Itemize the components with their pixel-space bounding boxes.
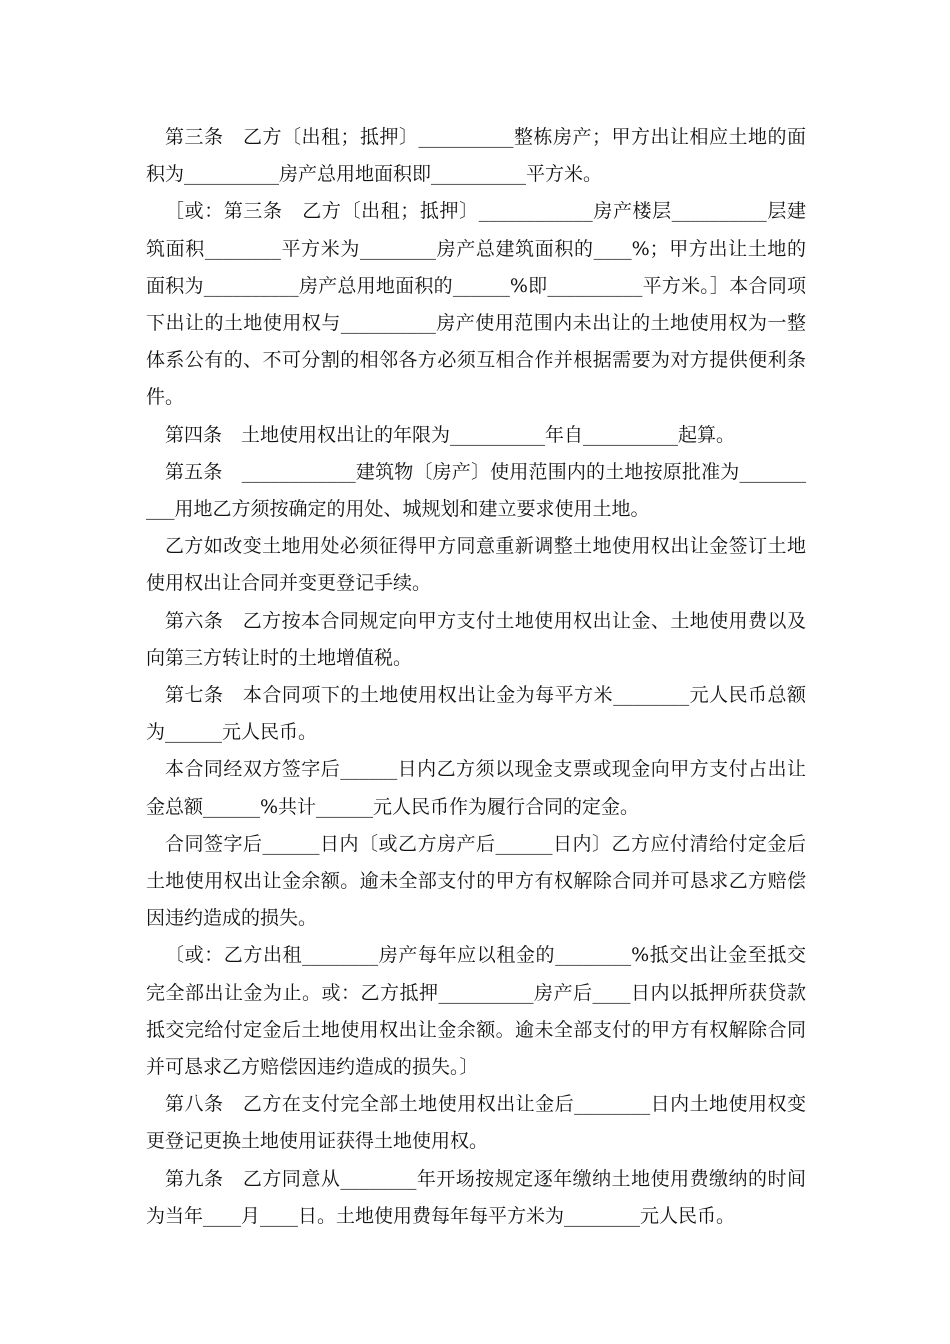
clause-8: 第八条 乙方在支付完全部土地使用权出让金后________日内土地使用权变更登记更换土地使用证获得土地使用权。 [146,1093,806,1153]
document-page [146,119,806,1235]
clause-7-alternative: 〔或：乙方出租________房产每年应以租金的________%抵交出让金至抵交完全部出让金为止。或：乙方抵押__________房产后____日内以抵押所获贷款抵交完给付定金后土地使用权出让金余额。逾未全部支付的甲方有权解除合同并可恳求乙方赔偿因违约造成的损失。〕 [146,944,806,1079]
clause-5-land-use-change: 乙方如改变土地用处必须征得甲方同意重新调整土地使用权出让金签订土地使用权出让合同并变更登记手续。 [146,535,806,595]
clause-4: 第四条 土地使用权出让的年限为__________年自__________起算。 [165,423,736,446]
clause-7-deposit: 本合同经双方签字后______日内乙方须以现金支票或现金向甲方支付占出让金总额______%共计______元人民币作为履行合同的定金。 [146,758,806,818]
clause-3-alternative: ［或：第三条 乙方〔出租；抵押〕____________房产楼层__________层建筑面积________平方米为________房产总建筑面积的____%；甲方出让土地的面积为__________房产总用地面积的______%即__________平方米。］本合同项下出让的土地使用权与__________房产使用范围内未出让的土地使用权为一整体系公有的、不可分割的相邻各方必须互相合作并根据需要为对方提供便利条件。 [146,200,806,409]
clause-7: 第七条 本合同项下的土地使用权出让金为每平方米________元人民币总额为______元人民币。 [146,684,806,744]
clause-7-balance: 合同签字后______日内〔或乙方房产后______日内〕乙方应付清给付定金后土地使用权出让金余额。逾未全部支付的甲方有权解除合同并可恳求乙方赔偿因违约造成的损失。 [146,832,806,930]
clause-9: 第九条 乙方同意从________年开场按规定逐年缴纳土地使用费缴纳的时间为当年____月____日。土地使用费每年每平方米为________元人民币。 [146,1167,806,1227]
clause-6: 第六条 乙方按本合同规定向甲方支付土地使用权出让金、土地使用费以及向第三方转让时的土地增值税。 [146,609,806,669]
clause-3: 第三条 乙方〔出租；抵押〕__________整栋房产；甲方出让相应土地的面积为__________房产总用地面积即__________平方米。 [146,126,806,186]
clause-5: 第五条 ____________建筑物〔房产〕使用范围内的土地按原批准为__________用地乙方须按确定的用处、城规划和建立要求使用土地。 [146,460,806,521]
